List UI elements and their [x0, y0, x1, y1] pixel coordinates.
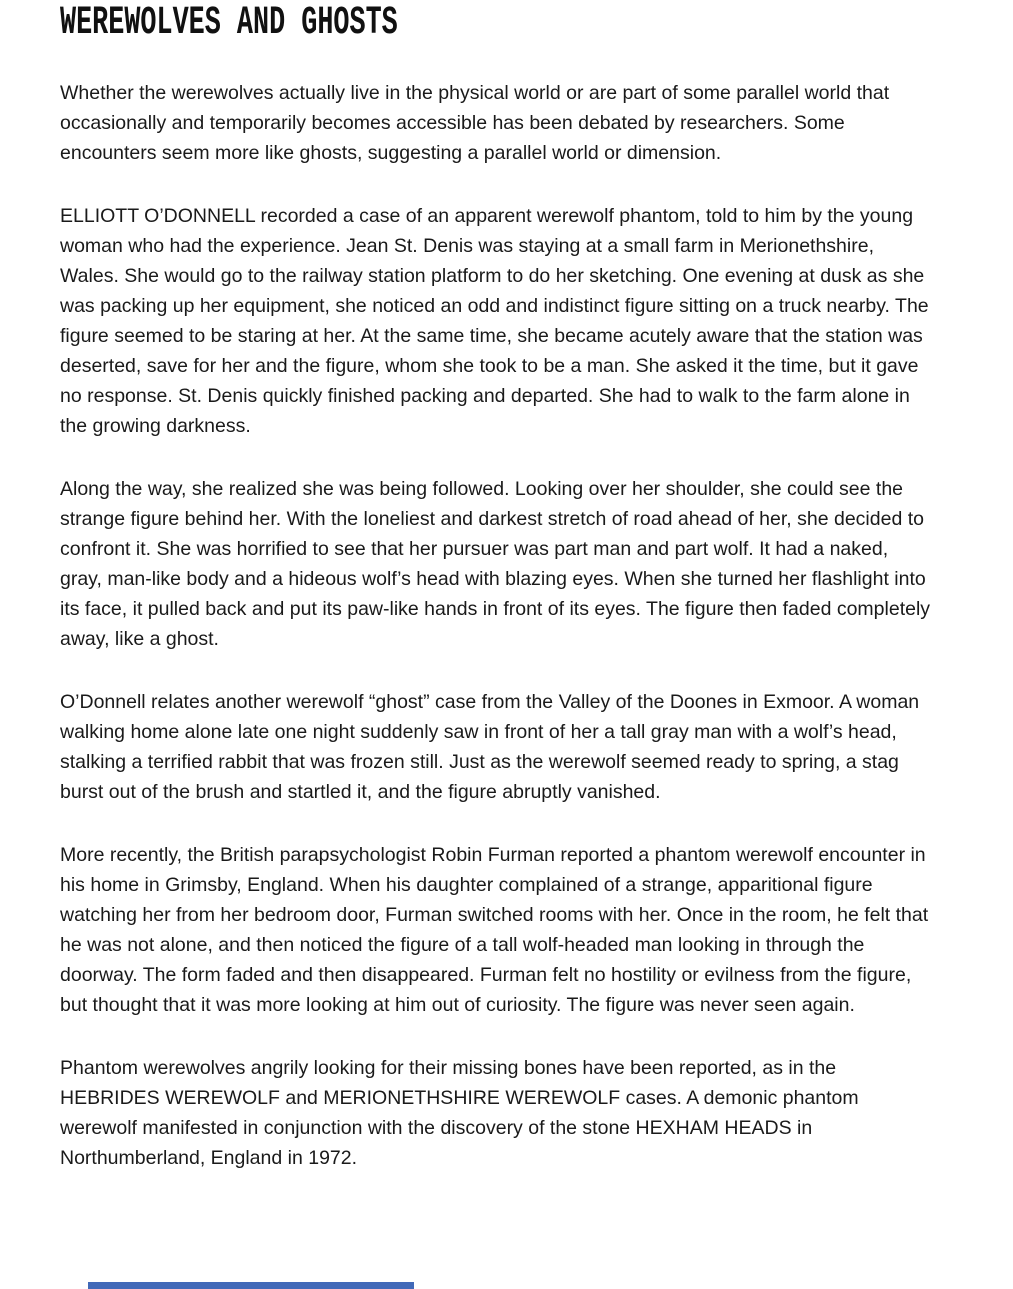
bottom-blue-strip [88, 1282, 414, 1289]
paragraph-intro: Whether the werewolves actually live in the physical world or are part of some parallel world that occasionally and temporarily becomes accessible has been debated by researchers. Some encounters seem more like ghosts, suggesting a parallel world or dimension. [60, 82, 890, 164]
paragraph-furman-case: More recently, the British parapsychologist Robin Furman reported a phantom werewolf encounter in his home in Grimsby, England. When his daughter complained of a strange, apparitional figure watching her from her bedroom door, Furman switched rooms with her. Once in the room, he felt that he was not alone, and then noticed the figure of a tall wolf-headed man looking in through the doorway. The form faded and then disappeared. Furman felt no hostility or evilness from the figure, but thought that it was more looking at him out of curiosity. The figure was never seen again. [60, 844, 929, 1016]
paragraph-followed: Along the way, she realized she was being followed. Looking over her shoulder, she could see the strange figure behind her. With the loneliest and darkest stretch of road ahead of her, she decided to confront it. She was horrified to see that her pursuer was part man and part wolf. It had a naked, gray, man-like body and a hideous wolf’s head with blazing eyes. When she turned her flashlight into its face, it pulled back and put its paw-like hands in front of its eyes. The figure then faded completely away, like a ghost. [60, 478, 931, 650]
paragraph-odonnell-case: ELLIOTT O’DONNELL recorded a case of an apparent werewolf phantom, told to him by the young woman who had the experience. Jean St. Denis was staying at a small farm in Merionethshire, Wales. She would go to the railway station platform to do her sketching. One evening at dusk as she was packing up her equipment, she noticed an odd and indistinct figure sitting on a truck nearby. The figure seemed to be staring at her. At the same time, she became acutely aware that the station was deserted, save for her and the figure, whom she took to be a man. She asked it the time, but it gave no response. St. Denis quickly finished packing and departed. She had to walk to the farm alone in the growing darkness. [60, 205, 929, 437]
page-title: WEREWOLVES AND GHOSTS [60, 1, 398, 46]
paragraph-phantom-bones: Phantom werewolves angrily looking for their missing bones have been reported, as in the HEBRIDES WEREWOLF and MERIONETHSHIRE WEREWOLF cases. A demonic phantom werewolf manifested in conjunction with the discovery of the stone HEXHAM HEADS in Northumberland, England in 1972. [60, 1057, 859, 1169]
paragraph-exmoor-case: O’Donnell relates another werewolf “ghost” case from the Valley of the Doones in Exmoor. A woman walking home alone late one night suddenly saw in front of her a tall gray man with a wolf’s head, stalking a terrified rabbit that was frozen still. Just as the werewolf seemed ready to spring, a stag burst out of the brush and startled it, and the figure abruptly vanished. [60, 691, 920, 803]
